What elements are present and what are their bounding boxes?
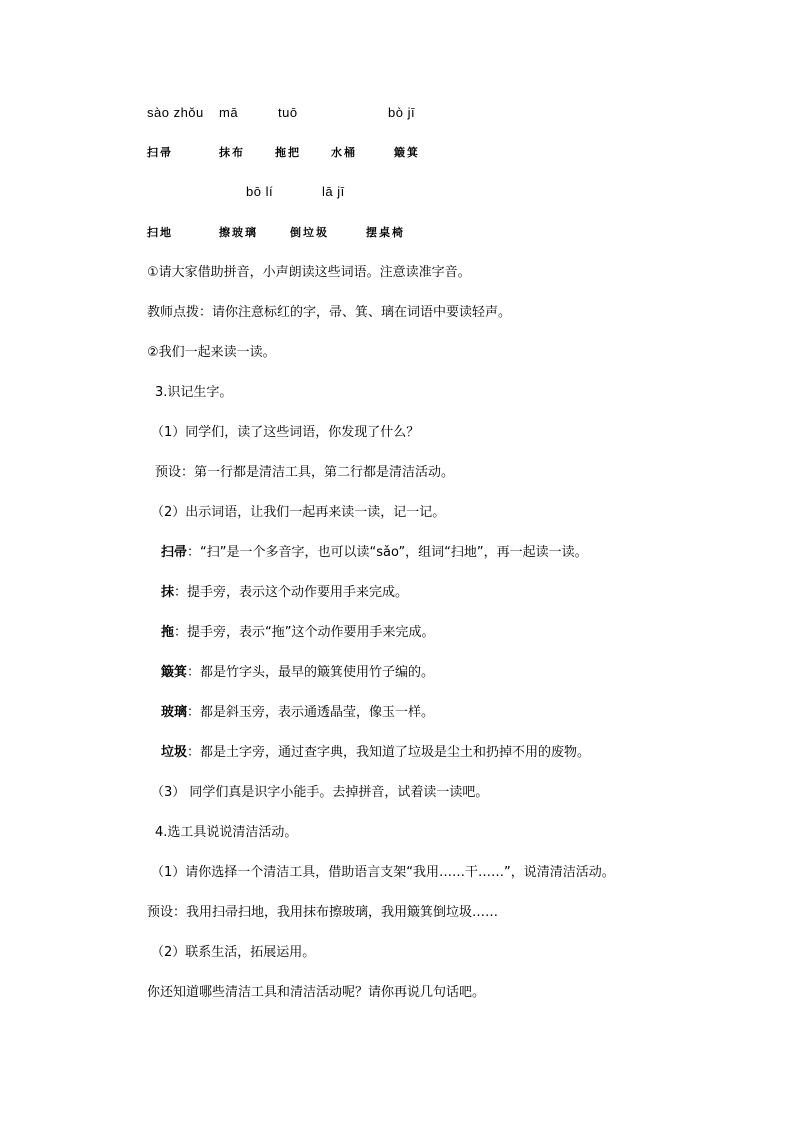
question-3: （3） 同学们真是识字小能手。去掉拼音，试着读一读吧。 [151, 785, 489, 800]
word-baizhuoyi: 摆桌椅 [366, 226, 405, 239]
question-2: （2）出示词语，让我们一起再来读一读，记一记。 [151, 505, 446, 520]
word-daolaji: 倒垃圾 [290, 226, 329, 239]
word-shuitong: 水桶 [331, 146, 357, 159]
pinyin-tuo: tuō [278, 105, 298, 120]
word-note-ma [161, 584, 408, 602]
word-note-laji [161, 744, 590, 762]
closing-prompt: 你还知道哪些清洁工具和清洁活动呢？请你再说几句话吧。 [147, 985, 486, 1000]
word-note-text: ：“扫”是一个多音字，也可以读“sǎo”，组词“扫地”，再一起读一读。 [187, 545, 588, 560]
word-note-term: 玻璃 [161, 705, 188, 720]
word-boji: 簸箕 [394, 146, 420, 159]
instruction-read-aloud: ①请大家借助拼音，小声朗读这些词语。注意读准字音。 [147, 265, 471, 280]
pinyin-laji: lā jī [322, 184, 345, 199]
word-note-text: ：都是竹字头，最早的簸箕使用竹子编的。 [187, 665, 435, 680]
preset-2: 预设：我用扫帚扫地，我用抹布擦玻璃，我用簸箕倒垃圾…… [147, 905, 499, 920]
pinyin-boli: bō lí [246, 184, 274, 199]
word-caboli: 擦玻璃 [219, 226, 258, 239]
pinyin-saozhou: sào zhǒu [147, 105, 204, 120]
word-saozhou: 扫帚 [147, 146, 173, 159]
pinyin-ma: mā [219, 105, 239, 120]
word-note-tuo [161, 624, 435, 642]
word-note-term: 抹 [161, 585, 175, 600]
word-note-text: ：都是土字旁，通过查字典，我知道了垃圾是尘土和扔掉不用的废物。 [187, 745, 591, 760]
word-saodi: 扫地 [147, 226, 173, 239]
word-tuoba: 拖把 [275, 146, 301, 159]
teacher-hint: 教师点拨：请你注意标红的字，帚、箕、璃在词语中要读轻声。 [147, 305, 512, 320]
word-note-boli [161, 704, 434, 722]
pinyin-boji: bò jī [388, 105, 416, 120]
question-4-2: （2）联系生活，拓展运用。 [151, 945, 316, 960]
word-note-term: 扫帚 [161, 545, 188, 560]
word-note-text: ：提手旁，表示这个动作要用手来完成。 [174, 585, 409, 600]
word-note-saozhou [161, 544, 588, 562]
word-note-term: 簸箕 [161, 665, 188, 680]
word-note-term: 拖 [161, 625, 175, 640]
word-note-term: 垃圾 [161, 745, 188, 760]
word-note-boji [161, 664, 434, 682]
preset-1: 预设：第一行都是清洁工具，第二行都是清洁活动。 [155, 465, 455, 480]
word-note-text: ：提手旁，表示“拖”这个动作要用手来完成。 [174, 625, 435, 640]
word-note-text: ：都是斜玉旁，表示通透晶莹，像玉一样。 [187, 705, 435, 720]
instruction-read-together: ②我们一起来读一读。 [147, 345, 276, 360]
step4-heading: 4.选工具说说清洁活动。 [155, 825, 298, 840]
question-4-1: （1）请你选择一个清洁工具，借助语言支架“我用……干……”，说清清洁活动。 [151, 865, 615, 880]
question-1: （1）同学们，读了这些词语，你发现了什么？ [151, 425, 420, 440]
word-mabu: 抹布 [219, 146, 245, 159]
step3-heading: 3.识记生字。 [155, 385, 233, 400]
